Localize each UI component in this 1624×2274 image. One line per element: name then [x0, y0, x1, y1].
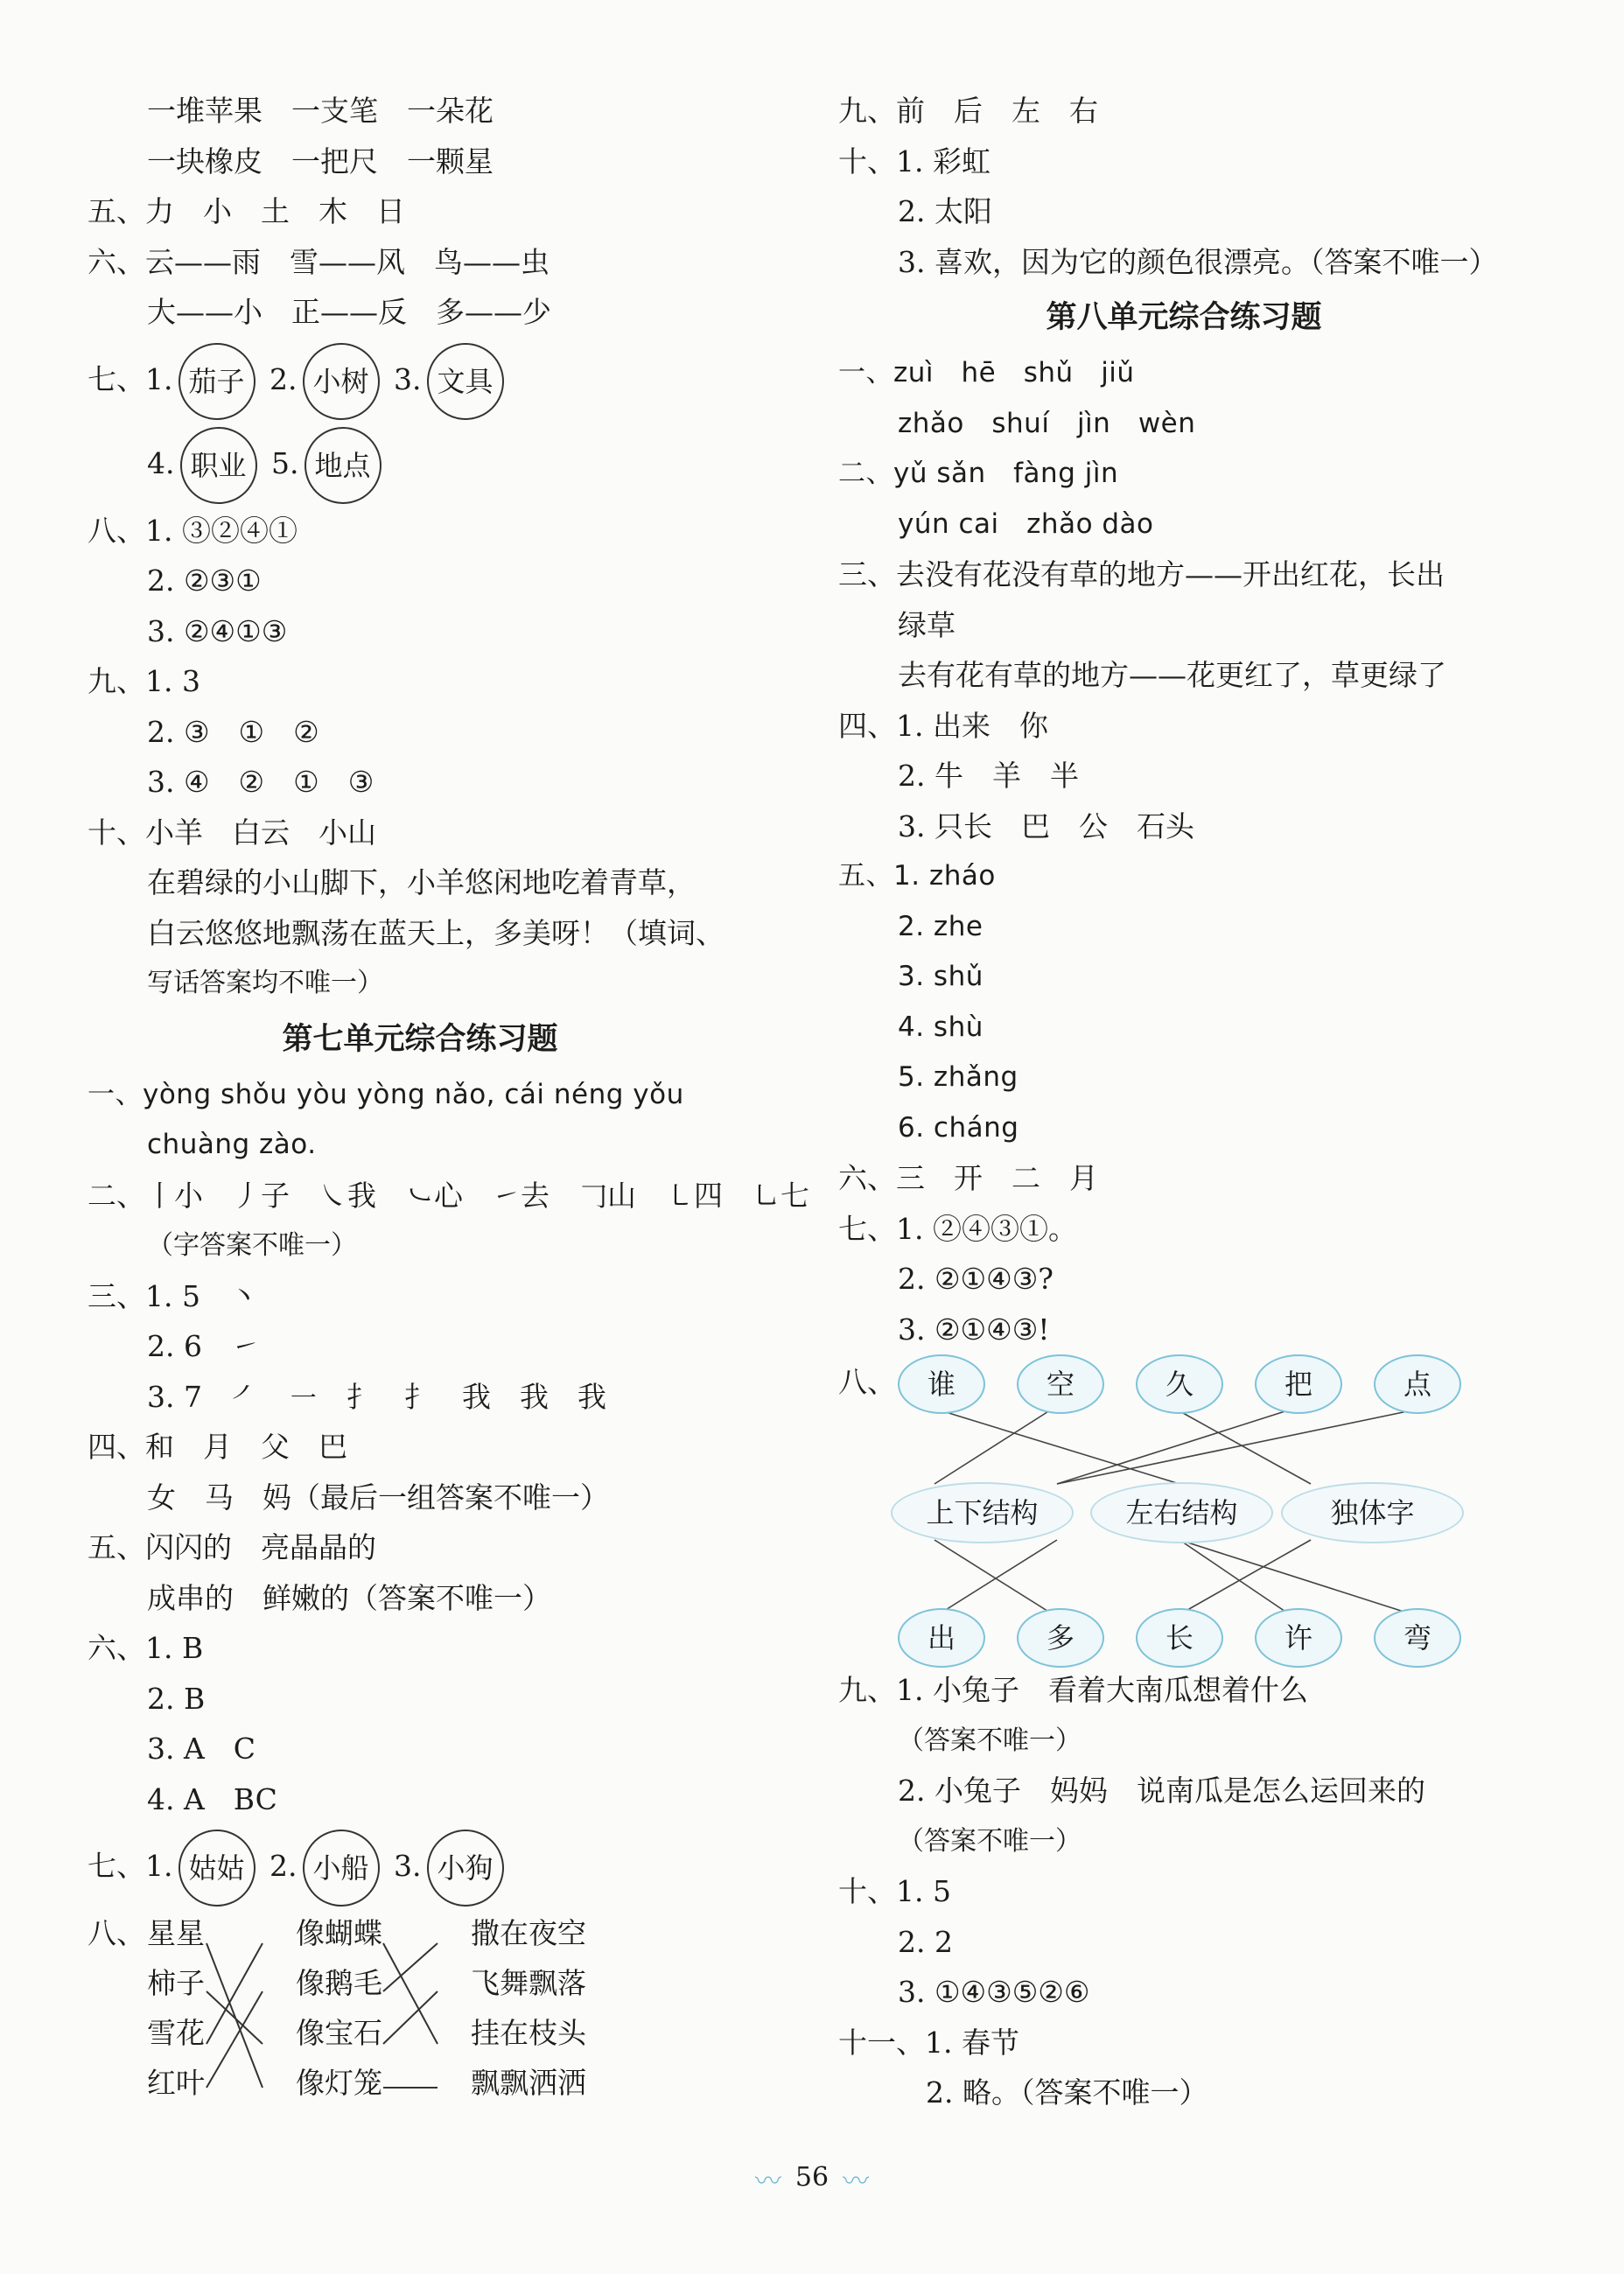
section-5: 五、力 小 土 木 日 — [88, 194, 405, 228]
match-item: 飘飘洒洒 — [471, 2066, 586, 2100]
match-line — [1057, 1409, 1293, 1484]
answer-line: 4. A BC — [147, 1781, 277, 1816]
answer-line: 2. ②①④③? — [898, 1262, 1054, 1296]
answer-line: 绿草 — [898, 607, 956, 642]
match-line — [206, 1943, 262, 2088]
answer-note: （字答案不唯一） — [147, 1230, 357, 1261]
match-item: 红叶 — [147, 2066, 205, 2100]
section-7-cont: 4. 职业 5. 地点 — [88, 422, 752, 506]
answer-line: 2. B — [147, 1681, 206, 1716]
u8-section-5: 五、1. zháo — [838, 860, 996, 892]
answer-line: 2. 太阳 — [898, 194, 992, 228]
match-line — [383, 1943, 438, 2044]
section-number: 八、 — [88, 1916, 145, 1950]
answer-line: 6. cháng — [898, 1111, 1019, 1144]
match-item: 撒在夜空 — [471, 1916, 586, 1950]
answer-line: 去有花有草的地方——花更红了，草更绿了 — [898, 658, 1446, 692]
circled-word: 茄子 — [178, 343, 256, 420]
match-item: 像宝石 — [296, 2016, 382, 2050]
unit-8-title: 第八单元综合练习题 — [1046, 300, 1322, 335]
match-item: 像灯笼 — [296, 2066, 382, 2100]
section-10: 十、小羊 白云 小山 — [88, 815, 376, 850]
answer-line: 3. 只长 巴 公 石头 — [898, 808, 1194, 843]
u8-section-11: 十一、1. 春节 — [838, 2025, 1019, 2060]
answer-line: 3. ②④①③ — [147, 613, 288, 648]
match-item: 挂在枝头 — [471, 2016, 586, 2050]
section-6: 六、云——雨 雪——风 鸟——虫 — [88, 244, 550, 279]
char-bubble: 点 — [1374, 1354, 1461, 1414]
char-bubble: 长 — [1136, 1608, 1223, 1668]
page-number: 56 — [794, 2162, 830, 2193]
wave-ornament-icon: 〰 — [843, 2166, 870, 2197]
answer-line: 女 马 妈（最后一组答案不唯一） — [147, 1480, 609, 1515]
right-column — [838, 86, 1530, 2118]
answer-line: 2. 牛 羊 半 — [898, 759, 1079, 793]
answer-note: （答案不唯一） — [898, 1825, 1082, 1857]
u8-section-9: 九、1. 小兔子 看着大南瓜想着什么 — [838, 1673, 1308, 1707]
answer-note: 写话答案均不唯一） — [147, 968, 383, 998]
u8-section-6: 六、三 开 二 月 — [838, 1161, 1098, 1195]
answer-line: 2. ③ ① ② — [147, 714, 319, 749]
answer-line: zhǎo shuí jìn wèn — [898, 407, 1196, 439]
answer-line: 2. zhe — [898, 910, 984, 942]
u7-section-5: 五、闪闪的 亮晶晶的 — [88, 1530, 376, 1564]
page-footer — [0, 2159, 1624, 2198]
u7-section-4: 四、和 月 父 巴 — [88, 1430, 347, 1464]
match-line — [206, 1943, 262, 2044]
u7-section-2: 二、丨小 丿子 ㇏我 ㇃心 ㇀去 𠃌山 ㇄四 ㇟七 — [88, 1178, 809, 1213]
char-bubble: 多 — [1017, 1608, 1104, 1668]
u7-section-3: 三、1. 5 丶 — [88, 1278, 258, 1313]
char-bubble: 把 — [1255, 1354, 1342, 1414]
match-line — [383, 1991, 438, 2044]
circled-word: 地点 — [304, 427, 382, 504]
answer-line: yún cai zhǎo dào — [898, 507, 1154, 540]
section-8: 八、1. ③②④① — [88, 513, 298, 548]
match-line — [934, 1409, 1053, 1484]
match-line — [206, 1991, 262, 2044]
u8-section-2: 二、yǔ sǎn fàng jìn — [838, 458, 1119, 489]
answer-line: 3. shǔ — [898, 961, 984, 992]
match-line — [206, 1991, 262, 2088]
structure-bubble: 左右结构 — [1090, 1482, 1273, 1543]
answer-note: （答案不唯一） — [898, 1725, 1082, 1756]
structure-bubble: 独体字 — [1281, 1482, 1464, 1543]
match-item: 飞舞飘落 — [471, 1966, 586, 2000]
circled-word: 小树 — [303, 343, 380, 420]
answer-line: 白云悠悠地飘荡在蓝天上，多美呀！（填词、 — [147, 915, 724, 950]
answer-line: 一块橡皮 一把尺 一颗星 — [147, 143, 494, 178]
answer-line: 2. ②③① — [147, 563, 262, 598]
match-line — [1175, 1409, 1311, 1484]
answer-line: 2. 6 ㇀ — [147, 1329, 260, 1363]
u8-section-8-matching — [838, 1354, 1530, 1665]
match-line — [934, 1409, 1180, 1484]
answer-line: 3. ②①④③! — [898, 1312, 1050, 1347]
circled-word: 职业 — [180, 427, 257, 504]
char-bubble: 弯 — [1374, 1608, 1461, 1668]
section-9: 九、1. 3 — [88, 664, 200, 698]
u8-section-4: 四、1. 出来 你 — [838, 708, 1048, 743]
match-item: 雪花 — [147, 2016, 205, 2050]
wave-ornament-icon: 〰 — [754, 2166, 781, 2197]
answer-line: 3. 喜欢，因为它的颜色很漂亮。（答案不唯一） — [898, 244, 1498, 279]
match-line — [383, 1943, 438, 1991]
u7-section-7: 七、1. 姑姑 2. 小船 3. 小狗 — [88, 1824, 752, 1908]
unit-7-title: 第七单元综合练习题 — [282, 1021, 558, 1057]
match-item: 星星 — [147, 1916, 205, 1950]
char-bubble: 出 — [898, 1608, 985, 1668]
answer-line: 2. 2 — [898, 1924, 953, 1959]
u8-section-3: 三、去没有花没有草的地方——开出红花，长出 — [838, 557, 1445, 591]
answer-line: 3. ④ ② ① ③ — [147, 765, 374, 799]
left-column — [88, 86, 809, 2114]
answer-line: 3. ①④③⑤②⑥ — [898, 1975, 1090, 2009]
u7-section-1: 一、yòng shǒu yòu yòng nǎo, cái néng yǒu — [88, 1078, 684, 1110]
section-7: 七、1. 茄子 2. 小树 3. 文具 — [88, 338, 752, 422]
match-item: 像鹅毛 — [296, 1966, 382, 2000]
answer-line: 4. shù — [898, 1011, 984, 1043]
answer-line: 3. A C — [147, 1732, 256, 1766]
answer-line: 一堆苹果 一支笔 一朵花 — [147, 94, 494, 128]
char-bubble: 久 — [1136, 1354, 1223, 1414]
u8-section-10: 十、1. 5 — [838, 1874, 951, 1908]
char-bubble: 谁 — [898, 1354, 985, 1414]
u8-section-7: 七、1. ②④③①。 — [838, 1211, 1077, 1246]
section-10: 十、1. 彩虹 — [838, 143, 990, 178]
answer-line: 2. 小兔子 妈妈 说南瓜是怎么运回来的 — [898, 1774, 1425, 1808]
circled-word: 文具 — [427, 343, 504, 420]
answer-line: 在碧绿的小山脚下，小羊悠闲地吃着青草， — [147, 865, 696, 899]
u8-section-1: 一、zuì hē shǔ jiǔ — [838, 357, 1135, 388]
answer-line: 大——小 正——反 多——少 — [147, 295, 551, 329]
section-number: 八、 — [838, 1365, 896, 1399]
match-item: 柿子 — [147, 1966, 205, 2000]
u7-section-6: 六、1. B — [88, 1631, 204, 1665]
section-9: 九、前 后 左 右 — [838, 94, 1098, 128]
match-line — [1057, 1409, 1420, 1484]
answer-line: 2. 略。（答案不唯一） — [926, 2075, 1208, 2110]
answer-line: 5. zhǎng — [898, 1061, 1018, 1093]
structure-bubble: 上下结构 — [891, 1482, 1074, 1543]
circled-word: 小船 — [303, 1830, 380, 1907]
answer-line: 成串的 鲜嫩的（答案不唯一） — [147, 1580, 551, 1615]
match-item: 像蝴蝶 — [296, 1916, 382, 1950]
answer-line: chuàng zào. — [147, 1129, 317, 1160]
circled-word: 小狗 — [427, 1830, 504, 1907]
u7-section-8-matching — [88, 1908, 752, 2114]
circled-word: 姑姑 — [178, 1830, 256, 1907]
char-bubble: 空 — [1017, 1354, 1104, 1414]
answer-line: 3. 7 ㇒ ㇐ 扌 扌 我 我 我 — [147, 1379, 606, 1414]
match-line — [1180, 1540, 1420, 1617]
char-bubble: 许 — [1255, 1608, 1342, 1668]
